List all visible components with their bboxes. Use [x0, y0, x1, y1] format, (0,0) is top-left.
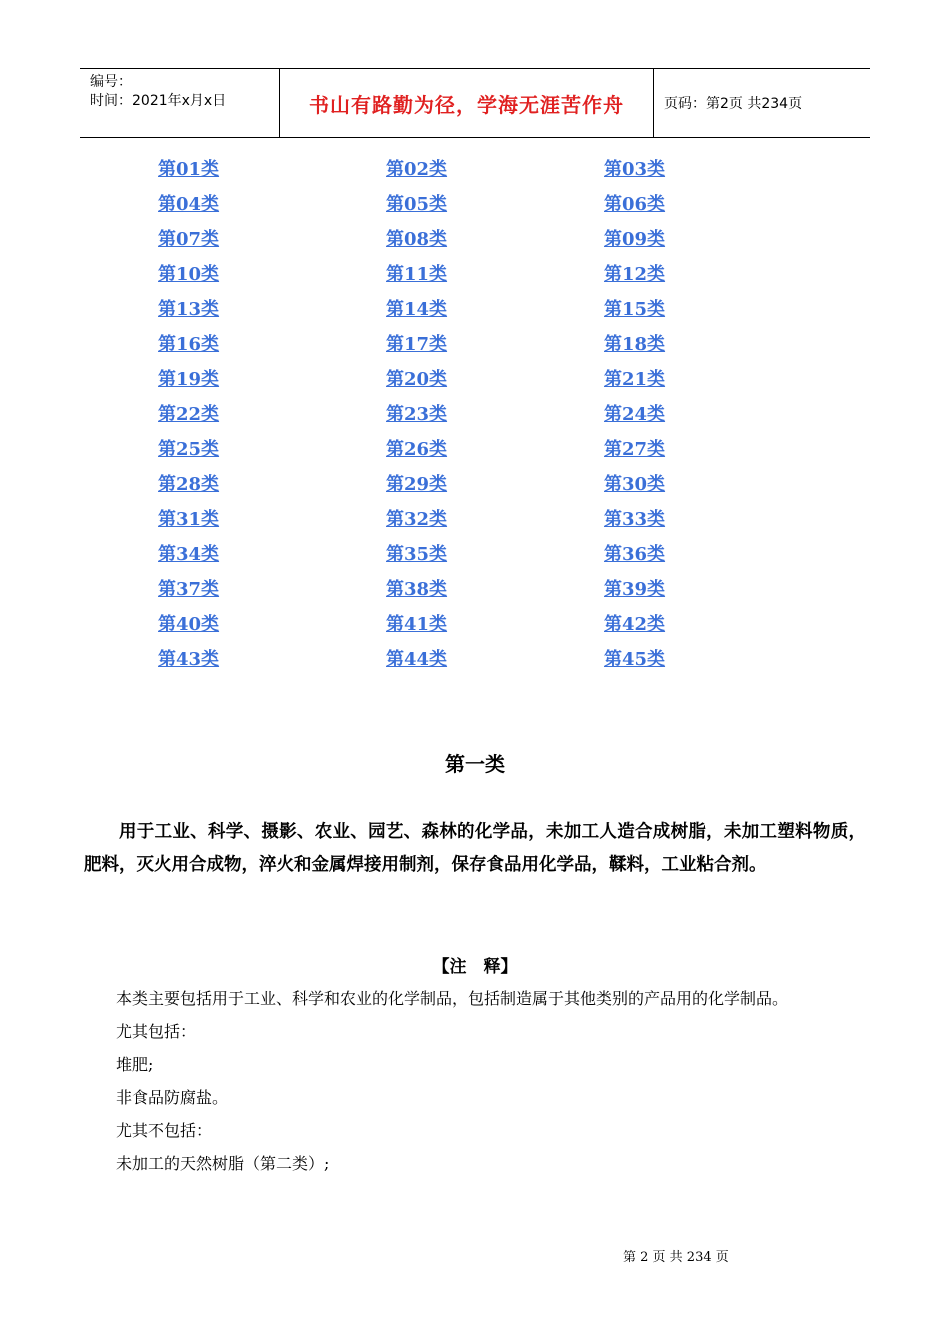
class-link[interactable]: 第32类 [386, 509, 448, 530]
class-link[interactable]: 第16类 [158, 334, 220, 355]
class-link[interactable]: 第24类 [604, 404, 666, 425]
link-row [0, 397, 950, 432]
class-link[interactable]: 第29类 [386, 474, 448, 495]
class-link[interactable]: 第15类 [604, 299, 666, 320]
link-row [0, 572, 950, 607]
class-link[interactable]: 第41类 [386, 614, 448, 635]
number-label: 编号： [90, 74, 132, 90]
class-link[interactable]: 第31类 [158, 509, 220, 530]
link-row [0, 292, 950, 327]
class-link[interactable]: 第13类 [158, 299, 220, 320]
page-footer: 第 2 页 共 234 页 [623, 1250, 729, 1265]
class-link[interactable]: 第03类 [604, 159, 666, 180]
class-link[interactable]: 第01类 [158, 159, 220, 180]
class-link[interactable]: 第42类 [604, 614, 666, 635]
class-link[interactable]: 第28类 [158, 474, 220, 495]
time-label: 时间：2021年x月x日 [90, 93, 227, 109]
link-row [0, 537, 950, 572]
class-link[interactable]: 第39类 [604, 579, 666, 600]
link-row [0, 222, 950, 257]
note-paragraph: 堆肥; [116, 1055, 154, 1074]
class-link[interactable]: 第34类 [158, 544, 220, 565]
class-link-grid [0, 152, 950, 677]
class-link[interactable]: 第12类 [604, 264, 666, 285]
class-link[interactable]: 第44类 [386, 649, 448, 670]
class-link[interactable]: 第08类 [386, 229, 448, 250]
class-link[interactable]: 第06类 [604, 194, 666, 215]
class-link[interactable]: 第02类 [386, 159, 448, 180]
note-paragraph: 尤其不包括： [116, 1121, 213, 1140]
class-link[interactable]: 第36类 [604, 544, 666, 565]
header-page-info: 页码：第2页 共234页 [664, 96, 803, 112]
note-body [84, 982, 866, 1180]
class-link[interactable]: 第14类 [386, 299, 448, 320]
class-link[interactable]: 第09类 [604, 229, 666, 250]
class-link[interactable]: 第25类 [158, 439, 220, 460]
section-title: 第一类 [445, 752, 505, 776]
class-link[interactable]: 第43类 [158, 649, 220, 670]
class-link[interactable]: 第07类 [158, 229, 220, 250]
class-link[interactable]: 第05类 [386, 194, 448, 215]
header-motto: 书山有路勤为径，学海无涯苦作舟 [280, 69, 654, 137]
class-link[interactable]: 第26类 [386, 439, 448, 460]
class-link[interactable]: 第23类 [386, 404, 448, 425]
class-link[interactable]: 第21类 [604, 369, 666, 390]
class-link[interactable]: 第35类 [386, 544, 448, 565]
link-row [0, 467, 950, 502]
class-link[interactable]: 第38类 [386, 579, 448, 600]
class-link[interactable]: 第45类 [604, 649, 666, 670]
note-paragraph: 尤其包括： [116, 1022, 197, 1041]
class-link[interactable]: 第27类 [604, 439, 666, 460]
header-meta [80, 69, 280, 137]
link-row [0, 607, 950, 642]
class-link[interactable]: 第30类 [604, 474, 666, 495]
link-row [0, 152, 950, 187]
link-row [0, 187, 950, 222]
note-paragraph: 本类主要包括用于工业、科学和农业的化学制品，包括制造属于其他类别的产品用的化学制品。 [116, 989, 789, 1008]
class-link[interactable]: 第22类 [158, 404, 220, 425]
class-link[interactable]: 第37类 [158, 579, 220, 600]
note-paragraph: 未加工的天然树脂（第二类）; [116, 1154, 330, 1173]
class-link[interactable]: 第19类 [158, 369, 220, 390]
link-row [0, 327, 950, 362]
link-row [0, 642, 950, 677]
class-link[interactable]: 第11类 [386, 264, 448, 285]
class-link[interactable]: 第04类 [158, 194, 220, 215]
link-row [0, 432, 950, 467]
note-paragraph: 非食品防腐盐。 [116, 1088, 229, 1107]
class-link[interactable]: 第33类 [604, 509, 666, 530]
link-row [0, 362, 950, 397]
section-description: 用于工业、科学、摄影、农业、园艺、森林的化学品，未加工人造合成树脂，未加工塑料物质，肥料，灭火用合成物，淬火和金属焊接用制剂，保存食品用化学品，鞣料，工业粘合剂。 [84, 822, 866, 875]
header-table [80, 68, 870, 138]
class-link[interactable]: 第20类 [386, 369, 448, 390]
class-link[interactable]: 第10类 [158, 264, 220, 285]
link-row [0, 502, 950, 537]
link-row [0, 257, 950, 292]
class-link[interactable]: 第40类 [158, 614, 220, 635]
class-link[interactable]: 第18类 [604, 334, 666, 355]
class-link[interactable]: 第17类 [386, 334, 448, 355]
note-heading: 【注 释】 [432, 957, 518, 977]
